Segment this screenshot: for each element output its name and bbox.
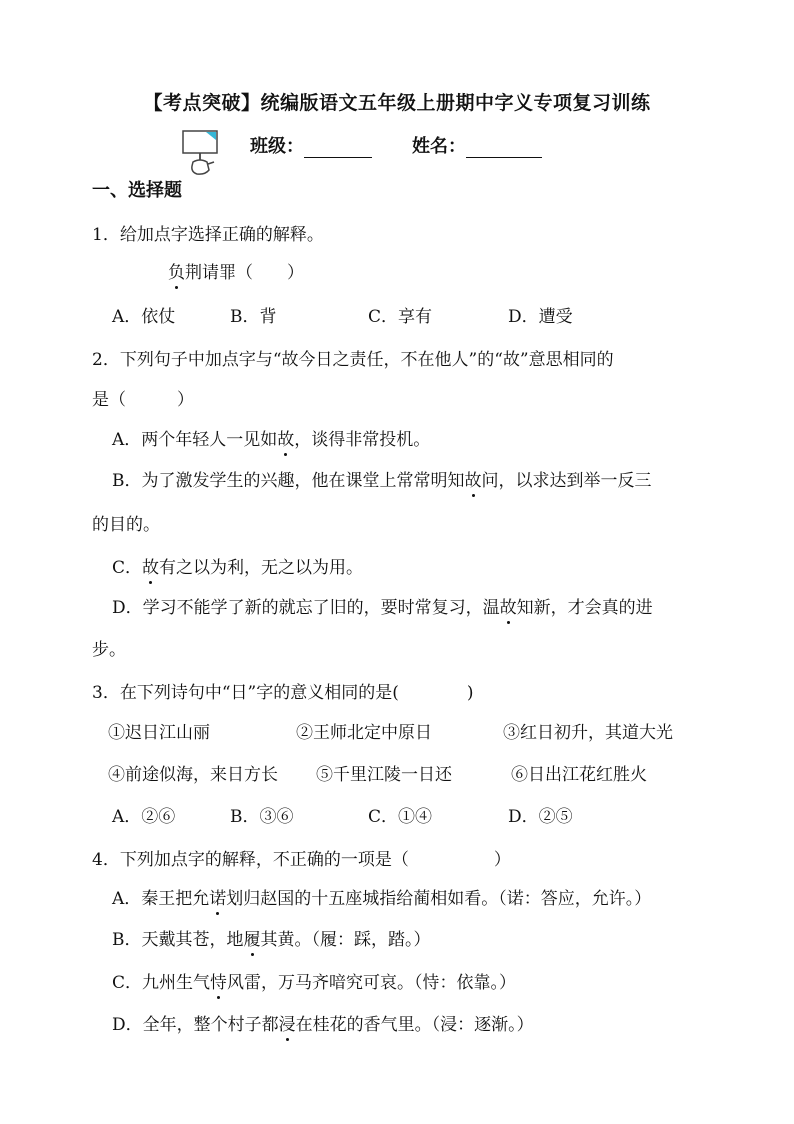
class-label: 班级： bbox=[250, 136, 304, 157]
q4-d-text-rest: 在桂花的香气里。（浸：逐渐。） bbox=[295, 1015, 534, 1035]
q4-a-dotted-char: 诺 bbox=[209, 889, 227, 909]
q4-d-text: D．全年，整个村子都 bbox=[112, 1015, 279, 1035]
q2-c-text: C． bbox=[112, 558, 143, 578]
q1-option-c: C．享有 bbox=[368, 307, 433, 327]
q2-option-a bbox=[112, 425, 430, 450]
q2-a-text: A．两个年轻人一见如 bbox=[112, 430, 278, 450]
q4-option-c bbox=[112, 968, 516, 993]
q2-stem-line2: 是（ ） bbox=[92, 390, 194, 410]
page-title: 【考点突破】统编版语文五年级上册期中字义专项复习训练 bbox=[143, 92, 651, 114]
q3-item-2: ②王师北定中原日 bbox=[296, 723, 432, 743]
q3-option-a: A．②⑥ bbox=[112, 807, 176, 827]
q2-d-dotted-char: 故 bbox=[499, 598, 517, 618]
q1-option-a: A．依仗 bbox=[112, 307, 176, 327]
q3-option-b: B．③⑥ bbox=[230, 807, 294, 827]
q2-option-d-line2: 步。 bbox=[92, 640, 126, 660]
q1-dotted-char: 负 bbox=[168, 263, 185, 283]
q2-stem-line1: 2．下列句子中加点字与“故今日之责任，不在他人”的“故”意思相同的 bbox=[92, 350, 614, 370]
q2-a-dotted-char: 故 bbox=[277, 430, 295, 450]
q2-option-d bbox=[112, 593, 653, 618]
q3-option-d: D．②⑤ bbox=[508, 807, 573, 827]
q1-option-d: D．遭受 bbox=[508, 307, 573, 327]
q2-d-text-rest: 知新，才会真的进 bbox=[516, 598, 653, 618]
q4-option-b bbox=[112, 925, 431, 950]
q4-c-text-rest: 风雷，万马齐喑究可哀。（恃：依靠。） bbox=[227, 973, 517, 993]
q2-d-text: D．学习不能学了新的就忘了旧的，要时常复习，温 bbox=[112, 598, 500, 618]
q3-item-3: ③红日初升，其道大光 bbox=[503, 723, 673, 743]
q3-stem: 3．在下列诗句中“日”字的意义相同的是( ) bbox=[92, 683, 474, 703]
q2-c-text-rest: 有之以为利，无之以为用。 bbox=[159, 558, 364, 578]
q4-c-dotted-char: 恃 bbox=[210, 973, 228, 993]
q4-stem: 4．下列加点字的解释，不正确的一项是（ ） bbox=[92, 850, 511, 870]
q4-d-dotted-char: 浸 bbox=[278, 1015, 296, 1035]
q3-item-1: ①迟日江山丽 bbox=[108, 723, 210, 743]
q4-option-d bbox=[112, 1010, 534, 1035]
q3-item-5: ⑤千里江陵一日还 bbox=[316, 765, 452, 785]
name-label: 姓名： bbox=[412, 136, 466, 157]
q2-b-dotted-char: 故 bbox=[464, 471, 482, 491]
q2-a-text-rest: ，谈得非常投机。 bbox=[294, 430, 431, 450]
section-heading: 一、选择题 bbox=[92, 180, 182, 201]
q1-option-b: B．背 bbox=[230, 307, 277, 327]
q2-option-c bbox=[112, 553, 363, 578]
q4-option-a bbox=[112, 884, 651, 909]
class-blank bbox=[304, 139, 372, 158]
q2-c-dotted-char: 故 bbox=[142, 558, 160, 578]
q3-item-4: ④前途似海，来日方长 bbox=[108, 765, 278, 785]
q2-b-text-rest: 问，以求达到举一反三 bbox=[481, 471, 652, 491]
q4-b-text: B．天戴其苍，地 bbox=[112, 930, 244, 950]
name-field bbox=[412, 132, 542, 158]
q4-a-text: A．秦王把允 bbox=[112, 889, 210, 909]
q2-b-text: B．为了激发学生的兴趣，他在课堂上常常明知 bbox=[112, 471, 465, 491]
q4-a-text-rest: 划归赵国的十五座城指给蔺相如看。（诺：答应，允许。） bbox=[226, 889, 652, 909]
q4-c-text: C．九州生气 bbox=[112, 973, 211, 993]
q3-item-6: ⑥日出江花红胜火 bbox=[511, 765, 647, 785]
q2-option-b-line2: 的目的。 bbox=[92, 515, 160, 535]
q1-stem: 1．给加点字选择正确的解释。 bbox=[92, 225, 324, 245]
class-field bbox=[250, 132, 372, 158]
q4-b-dotted-char: 履 bbox=[243, 930, 261, 950]
q1-phrase-rest: 荆请罪（ ） bbox=[185, 263, 304, 283]
q1-phrase bbox=[168, 258, 304, 283]
name-blank bbox=[466, 139, 542, 158]
q2-option-b bbox=[112, 466, 652, 491]
q4-b-text-rest: 其黄。（履：踩，踏。） bbox=[260, 930, 431, 950]
hand-sign-icon bbox=[180, 128, 224, 178]
q3-option-c: C．①④ bbox=[368, 807, 433, 827]
